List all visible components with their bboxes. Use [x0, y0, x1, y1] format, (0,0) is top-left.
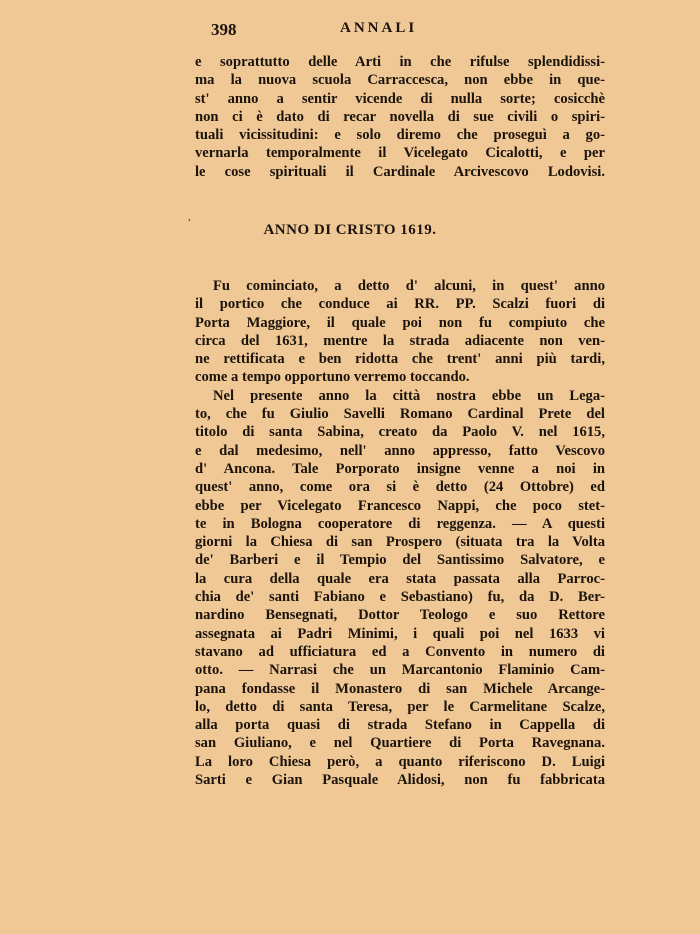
running-title: ANNALI [340, 20, 418, 36]
text-line: le cose spirituali il Cardinale Arcivescovo Lodovisi. [195, 163, 605, 180]
text-line: te in Bologna cooperatore di reggenza. — A questi [195, 515, 605, 532]
text-line: san Giuliano, e nel Quartiere di Porta Ravegnana. [195, 735, 605, 752]
text-line: la cura della quale era stata passata alla Parroc- [195, 570, 605, 587]
text-line: alla porta quasi di strada Stefano in Cappella di [195, 717, 605, 734]
text-line: otto. — Narrasi che un Marcantonio Flaminio Cam- [195, 662, 605, 679]
text-line: vernarla temporalmente il Vicelegato Cicalotti, e per [195, 145, 605, 162]
text-line: ma la nuova scuola Carraccesca, non ebbe in que- [195, 72, 605, 89]
text-line: d' Ancona. Tale Porporato insigne venne a noi in [195, 460, 605, 477]
text-line: stavano ad ufficiatura ed a Convento in numero di [195, 643, 605, 660]
text-line: quest' anno, come ora si è detto (24 Ottobre) ed [195, 479, 605, 496]
text-line: st' anno a sentir vicende di nulla sorte; cosicchè [195, 90, 605, 107]
text-line: Sarti e Gian Pasquale Alidosi, non fu fabbricata [195, 772, 605, 789]
text-line: non ci è dato di recar novella di sue civili o spiri- [195, 108, 605, 125]
text-line: nardino Bensegnati, Dottor Teologo e suo Rettore [195, 607, 605, 624]
text-line: de' Barberi e il Tempio del Santissimo Salvatore, e [195, 552, 605, 569]
text-line: ne rettificata e ben ridotta che trent' anni più tardi, [195, 351, 605, 368]
text-line: lo, detto di santa Teresa, per le Carmelitane Scalze, [195, 698, 605, 715]
text-line: circa del 1631, mentre la strada adiacente non ven- [195, 332, 605, 349]
page-number: 398 [211, 20, 237, 39]
text-line: to, che fu Giulio Savelli Romano Cardinal Prete del [195, 406, 605, 423]
text-line: Porta Maggiore, il quale poi non fu compiuto che [195, 314, 605, 331]
text-line: chia de' santi Fabiano e Sebastiano) fu, da D. Ber- [195, 589, 605, 606]
page-header [0, 20, 700, 44]
text-line: La loro Chiesa però, a quanto riferiscono D. Luigi [195, 753, 605, 770]
text-line: Nel presente anno la città nostra ebbe un Lega- [213, 387, 605, 404]
text-line: tuali vicissitudini: e solo diremo che proseguì a go- [195, 127, 605, 144]
text-line: titolo di santa Sabina, creato da Paolo V. nel 1615, [195, 424, 605, 441]
text-line: assegnata ai Padri Minimi, i quali poi nel 1633 vi [195, 625, 605, 642]
text-line: e dal medesimo, nell' anno appresso, fatto Vescovo [195, 442, 605, 459]
text-line: come a tempo opportuno verremo toccando. [195, 369, 470, 386]
section-heading: ANNO DI CRISTO 1619. [263, 222, 437, 238]
text-line: pana fondasse il Monastero di san Michele Arcange- [195, 680, 605, 697]
text-line: giorni la Chiesa di san Prospero (situata tra la Volta [195, 534, 605, 551]
text-line: ebbe per Vicelegato Francesco Nappi, che poco stet- [195, 497, 605, 514]
margin-mark: , [188, 212, 191, 223]
text-line: il portico che conduce ai RR. PP. Scalzi fuori di [195, 296, 605, 313]
body-text [195, 277, 605, 789]
text-line: Fu cominciato, a detto d' alcuni, in quest' anno [213, 278, 605, 294]
text-line: e soprattutto delle Arti in che rifulse splendidissi- [195, 54, 605, 70]
top-paragraph [195, 53, 605, 181]
